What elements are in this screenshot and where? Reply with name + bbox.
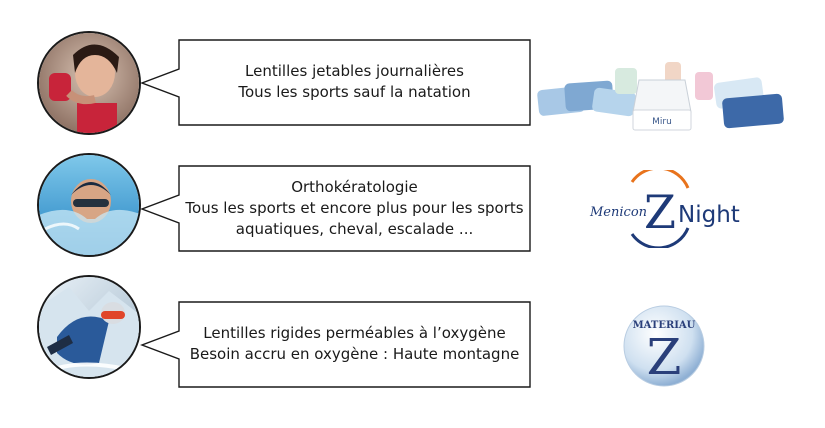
miru-label: Miru xyxy=(652,117,672,127)
speech-bubble xyxy=(141,165,531,252)
row-daily-lenses xyxy=(0,25,825,145)
bubble-line: Lentilles rigides perméables à l’oxygène xyxy=(203,324,506,342)
bubble-line: Tous les sports et encore plus pour les sports xyxy=(185,198,524,217)
bubble-line: Tous les sports sauf la natation xyxy=(238,83,471,101)
skier-photo xyxy=(37,275,141,379)
speech-bubble xyxy=(141,301,531,388)
bubble-line: aquatiques, cheval, escalade ... xyxy=(235,219,474,238)
bubble-line: Lentilles jetables journalières xyxy=(245,62,464,80)
znight-z: Z xyxy=(644,185,676,239)
row-orthokeratology xyxy=(0,143,825,263)
bubble-line: Orthokératologie xyxy=(291,177,418,196)
materiau-label: MATERIAU xyxy=(632,320,696,331)
swimmer-photo xyxy=(37,153,141,257)
row-rigid-lenses xyxy=(0,260,825,386)
menicon-znight-logo xyxy=(588,170,748,252)
menicon-label: Menicon xyxy=(590,205,648,220)
night-label: Night xyxy=(678,202,740,228)
materiau-z: Z xyxy=(646,328,682,386)
speech-bubble xyxy=(141,39,531,126)
materiau-z-logo xyxy=(622,304,706,392)
boxer-woman-photo xyxy=(37,31,141,135)
bubble-line: Besoin accru en oxygène : Haute montagne xyxy=(189,345,520,363)
miru-lens-boxes xyxy=(535,50,785,139)
